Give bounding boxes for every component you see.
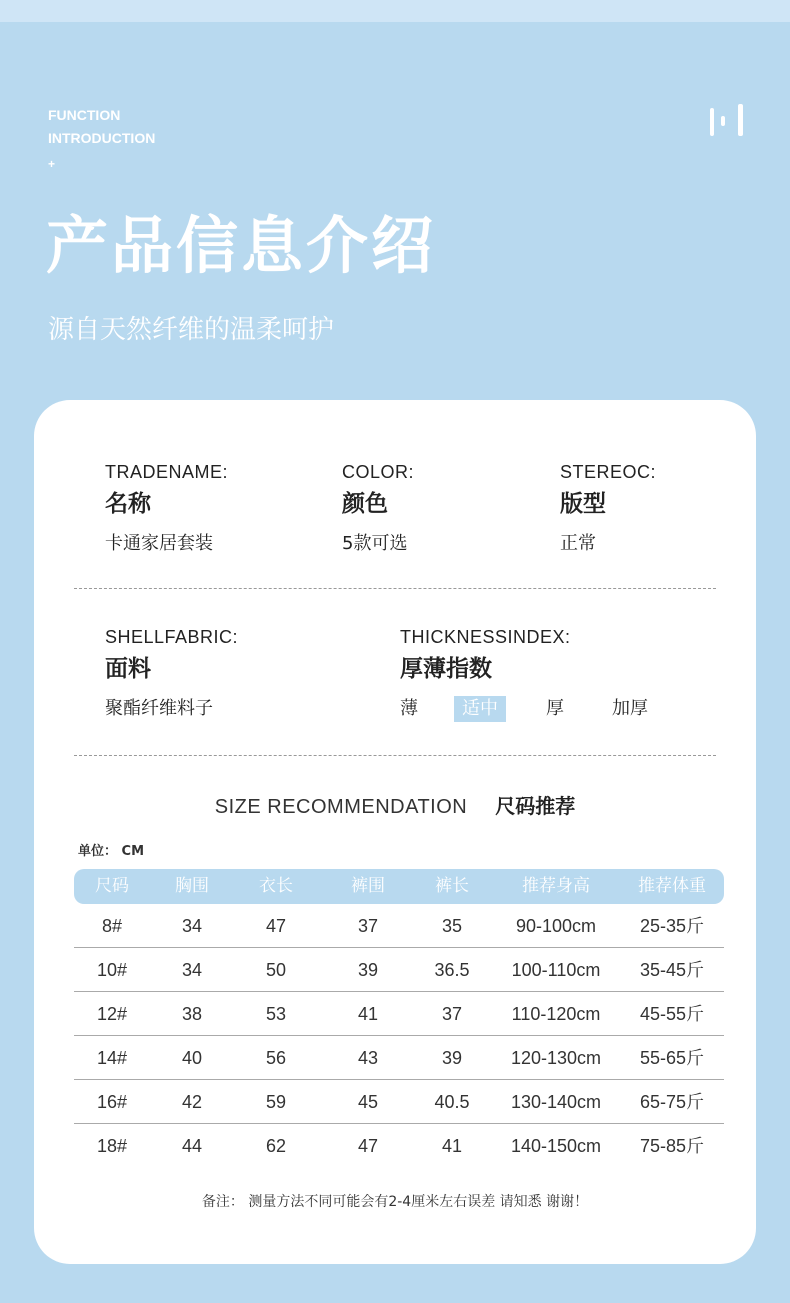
cell-pant-length: 39 [441, 1048, 463, 1068]
cell-waist: 47 [357, 1136, 379, 1156]
cell-height: 140-150cm [510, 1136, 602, 1156]
tradename-value: 卡通家居套装 [105, 533, 213, 554]
plus-mark: + [48, 157, 56, 171]
function-line-2: INTRODUCTION [48, 130, 156, 146]
info-card [34, 400, 756, 1264]
cell-size: 10# [96, 960, 128, 980]
divider [74, 755, 716, 756]
cell-height: 90-100cm [515, 916, 597, 936]
column-header: 胸围 [175, 876, 209, 896]
cell-weight: 25-35斤 [639, 916, 705, 936]
cell-waist: 43 [357, 1048, 379, 1068]
tradename-block [105, 461, 228, 557]
cell-waist: 45 [357, 1092, 379, 1112]
thickness-option-thick: 厚 [546, 698, 564, 719]
size-title-en: SIZE RECOMMENDATION [214, 796, 468, 818]
page-title: 产品信息介绍 [46, 209, 437, 282]
thickness-option-thin: 薄 [400, 698, 418, 719]
thickness-cn: 厚薄指数 [400, 656, 492, 682]
column-header: 裤围 [351, 876, 385, 896]
unit-label: 单位： CM [78, 844, 145, 859]
column-header: 尺码 [95, 876, 129, 896]
table-row [74, 948, 724, 992]
table-row [74, 1080, 724, 1124]
cell-top-length: 56 [265, 1048, 287, 1068]
column-header: 衣长 [259, 876, 293, 896]
tradename-cn: 名称 [105, 491, 151, 517]
stereo-en: STEREOC: [560, 462, 657, 482]
cell-chest: 44 [181, 1136, 203, 1156]
cell-weight: 55-65斤 [639, 1048, 705, 1068]
table-row [74, 904, 724, 948]
color-en: COLOR: [342, 462, 415, 482]
cell-chest: 38 [181, 1004, 203, 1024]
thickness-en: THICKNESSINDEX: [400, 627, 571, 647]
cell-waist: 41 [357, 1004, 379, 1024]
cell-chest: 42 [181, 1092, 203, 1112]
column-header: 裤长 [435, 876, 469, 896]
stereo-cn: 版型 [560, 491, 606, 517]
stereo-value: 正常 [560, 533, 596, 554]
cell-height: 120-130cm [510, 1048, 602, 1068]
shellfabric-cn: 面料 [105, 656, 151, 682]
function-introduction-label [48, 104, 155, 174]
table-row [74, 1124, 724, 1168]
cell-pant-length: 36.5 [434, 960, 470, 980]
color-cn: 颜色 [342, 491, 388, 517]
size-title-cn: 尺码推荐 [495, 794, 576, 818]
cell-chest: 34 [181, 916, 203, 936]
thickness-option-extra-thick: 加厚 [612, 698, 648, 719]
divider [74, 588, 716, 589]
thickness-options [400, 696, 700, 722]
cell-size: 16# [96, 1092, 128, 1112]
cell-weight: 45-55斤 [639, 1004, 705, 1024]
cell-height: 100-110cm [511, 960, 601, 980]
cell-size: 14# [96, 1048, 128, 1068]
cell-top-length: 62 [265, 1136, 287, 1156]
top-strip [0, 0, 790, 22]
cell-size: 18# [96, 1136, 128, 1156]
thickness-option-medium-selected: 适中 [454, 696, 506, 722]
cell-chest: 34 [181, 960, 203, 980]
page-subtitle: 源自天然纤维的温柔呵护 [48, 315, 335, 345]
column-header: 推荐体重 [638, 876, 706, 896]
cell-height: 110-120cm [511, 1004, 601, 1024]
cell-waist: 39 [357, 960, 379, 980]
color-block [342, 461, 414, 557]
cell-height: 130-140cm [510, 1092, 602, 1112]
table-row [74, 1036, 724, 1080]
thickness-block [400, 626, 571, 686]
cell-top-length: 47 [265, 916, 287, 936]
footnote: 备注： 测量方法不同可能会有2-4厘米左右误差 请知悉 谢谢！ [201, 1194, 589, 1210]
shellfabric-value: 聚酯纤维料子 [105, 698, 213, 719]
tradename-en: TRADENAME: [105, 462, 229, 482]
shellfabric-block [105, 626, 238, 722]
cell-weight: 35-45斤 [639, 960, 705, 980]
cell-top-length: 50 [265, 960, 287, 980]
cell-pant-length: 37 [441, 1004, 463, 1024]
size-table-header [74, 869, 724, 904]
cell-top-length: 59 [265, 1092, 287, 1112]
cell-waist: 37 [357, 916, 379, 936]
cell-pant-length: 35 [441, 916, 463, 936]
shellfabric-en: SHELLFABRIC: [105, 627, 239, 647]
size-recommendation-title [34, 792, 756, 821]
cell-weight: 75-85斤 [639, 1136, 705, 1156]
color-value: 5款可选 [342, 533, 408, 554]
cell-weight: 65-75斤 [639, 1092, 705, 1112]
function-line-1: FUNCTION [48, 107, 121, 123]
column-header: 推荐身高 [522, 876, 590, 896]
stereo-block [560, 461, 656, 557]
table-row [74, 992, 724, 1036]
cell-pant-length: 40.5 [434, 1092, 470, 1112]
cell-size: 8# [101, 916, 123, 936]
cell-pant-length: 41 [441, 1136, 463, 1156]
cell-size: 12# [96, 1004, 128, 1024]
cell-top-length: 53 [265, 1004, 287, 1024]
bars-logo-icon [708, 104, 744, 136]
cell-chest: 40 [181, 1048, 203, 1068]
